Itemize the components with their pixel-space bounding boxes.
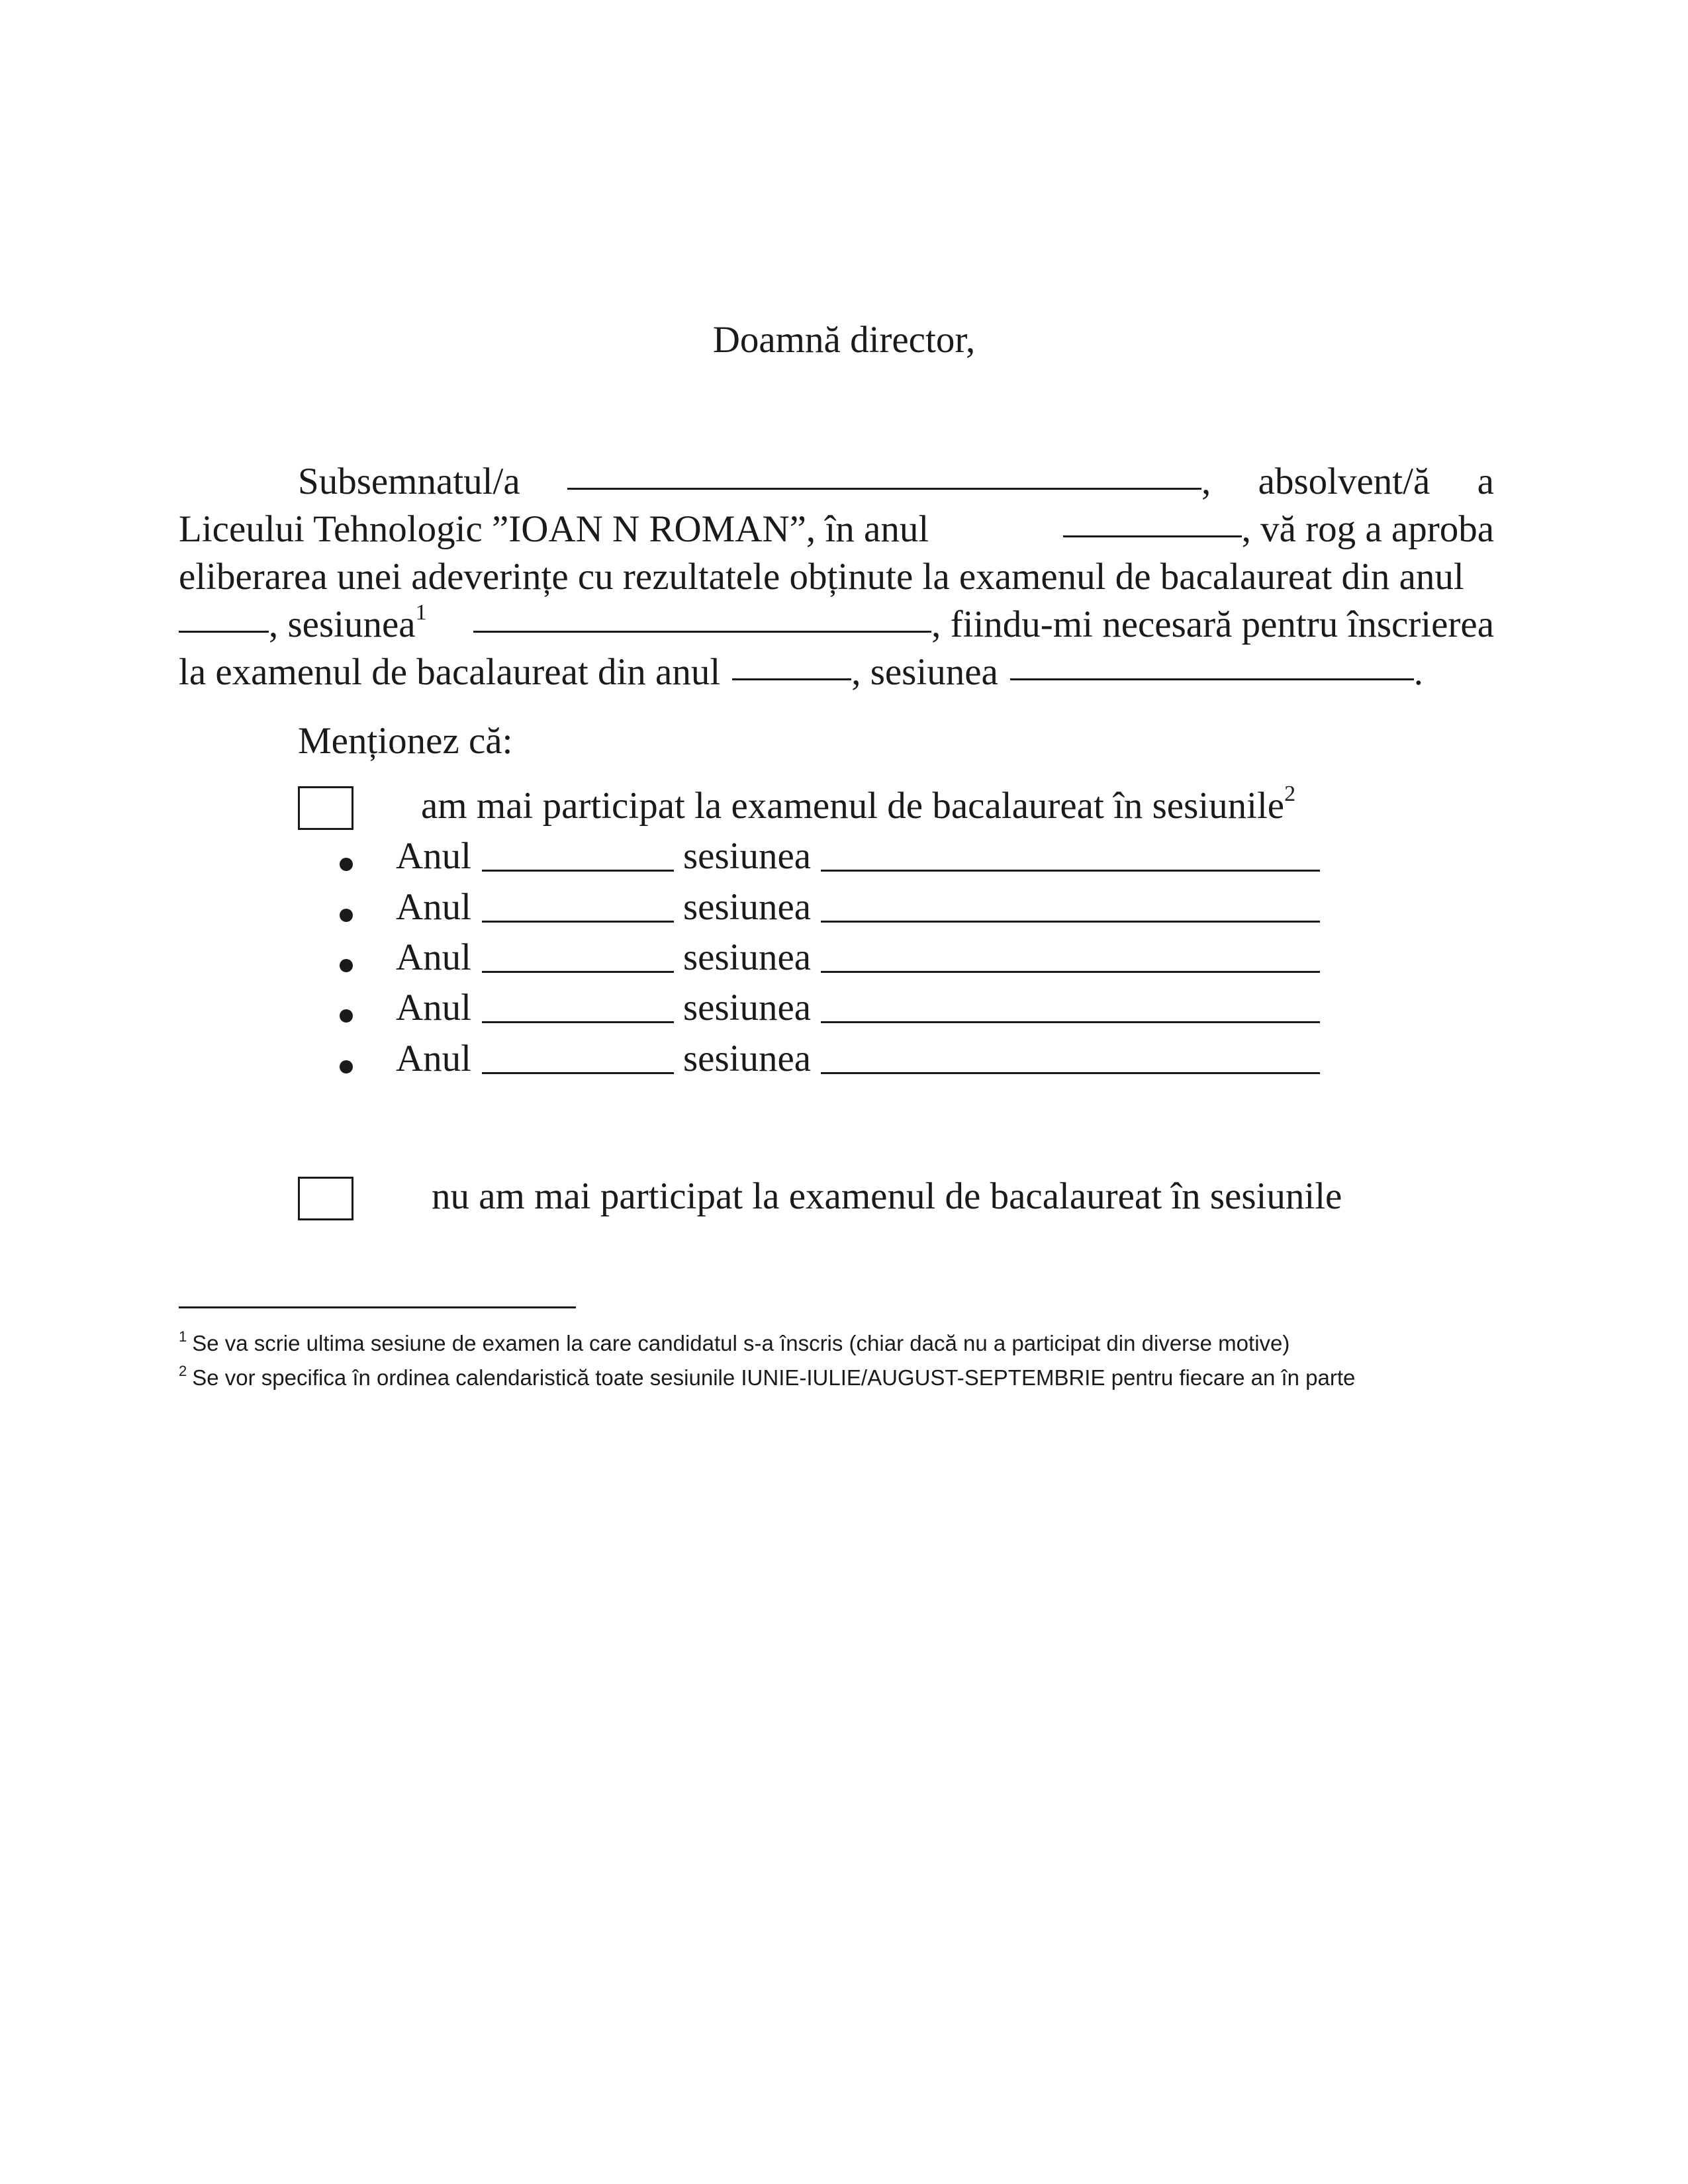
footnote-ref-2: 2 xyxy=(1284,782,1296,806)
bullet-icon xyxy=(340,1060,353,1073)
paragraph-line-1 xyxy=(179,458,1494,506)
footnote-text: Se va scrie ultima sesiune de examen la care candidatul s-a înscris (chiar dacă nu a participat din diverse motive) xyxy=(192,1331,1290,1355)
not-participated-option-label: nu am mai participat la examenul de bacalaureat în sesiunile xyxy=(432,1175,1342,1217)
footnote-2 xyxy=(179,1362,1355,1394)
sesiunea-blank[interactable] xyxy=(821,1072,1320,1074)
exam-session-group xyxy=(473,601,1494,649)
sesiunea-blank[interactable] xyxy=(821,971,1320,973)
anul-label: Anul xyxy=(396,936,471,978)
period: . xyxy=(1413,651,1424,693)
bullet-icon xyxy=(340,858,353,871)
word-a: a xyxy=(1477,461,1494,502)
exam-year-blank[interactable] xyxy=(179,630,269,633)
request-paragraph xyxy=(179,458,1494,696)
school-label: Liceului Tehnologic ”IOAN N ROMAN”, în anul xyxy=(179,508,929,550)
footnote-separator xyxy=(179,1306,576,1308)
paragraph-line-2 xyxy=(179,506,1494,553)
bullet-icon xyxy=(340,909,353,922)
sesiunea-label: sesiunea xyxy=(683,987,812,1028)
footnote-text: Se vor specifica în ordinea calendaristică toate sesiunile IUNIE-IULIE/AUGUST-SEPTEMBRIE pentru fiecare an în parte xyxy=(192,1365,1356,1390)
sesiunea-label: , sesiunea xyxy=(269,604,416,645)
anul-label: Anul xyxy=(396,987,471,1028)
name-field-group xyxy=(567,458,1211,506)
participated-text: am mai participat la examenul de bacalaureat în sesiunile xyxy=(421,785,1285,827)
exam-session-blank[interactable] xyxy=(473,630,931,633)
aprobare-label: , vă rog a aproba xyxy=(1241,508,1494,550)
anul-blank[interactable] xyxy=(482,1021,674,1023)
target-year-blank[interactable] xyxy=(732,678,851,680)
anul-label: Anul xyxy=(396,1038,471,1079)
target-sesiunea-label: , sesiunea xyxy=(851,651,998,693)
sesiunea-blank[interactable] xyxy=(821,921,1320,923)
absolvent-label: absolvent/ă xyxy=(1258,461,1430,502)
anul-label: Anul xyxy=(396,886,471,928)
mentionez-label: Menționez că: xyxy=(298,720,513,762)
anul-blank[interactable] xyxy=(482,921,674,923)
not-participated-checkbox[interactable] xyxy=(298,1177,353,1220)
footnote-1 xyxy=(179,1328,1289,1359)
participated-option-label xyxy=(421,782,1295,830)
target-exam-label: la examenul de bacalaureat din anul xyxy=(179,651,721,693)
paragraph-line-3 xyxy=(179,553,1494,601)
graduation-year-group xyxy=(1063,506,1494,553)
paragraph-line-5 xyxy=(179,649,1494,696)
bullet-icon xyxy=(340,1009,353,1023)
bullet-icon xyxy=(340,959,353,972)
sesiunea-label: sesiunea xyxy=(683,936,812,978)
target-session-blank[interactable] xyxy=(1010,678,1414,680)
sesiunea-label: sesiunea xyxy=(683,886,812,928)
name-blank[interactable] xyxy=(567,487,1201,490)
adeverinta-text: eliberarea unei adeverințe cu rezultatele obținute la examenul de bacalaureat din anul xyxy=(179,556,1464,598)
sesiunea-blank[interactable] xyxy=(821,870,1320,872)
anul-blank[interactable] xyxy=(482,971,674,973)
comma: , xyxy=(1201,461,1211,502)
participated-checkbox[interactable] xyxy=(298,786,353,830)
anul-blank[interactable] xyxy=(482,870,674,872)
sesiunea-label: sesiunea xyxy=(683,1038,812,1079)
exam-year-group xyxy=(179,601,427,649)
anul-label: Anul xyxy=(396,835,471,877)
footnote-number: 1 xyxy=(179,1328,187,1345)
paragraph-line-4 xyxy=(179,601,1494,649)
necesara-label: , fiindu-mi necesară pentru înscrierea xyxy=(931,604,1494,645)
footnote-number: 2 xyxy=(179,1363,187,1379)
footnote-ref-1: 1 xyxy=(415,600,427,625)
anul-blank[interactable] xyxy=(482,1072,674,1074)
subsemnatul-label: Subsemnatul/a xyxy=(298,461,520,502)
sesiunea-blank[interactable] xyxy=(821,1021,1320,1023)
graduation-year-blank[interactable] xyxy=(1063,535,1242,537)
greeting-title: Doamnă director, xyxy=(712,319,976,361)
sesiunea-label: sesiunea xyxy=(683,835,812,877)
